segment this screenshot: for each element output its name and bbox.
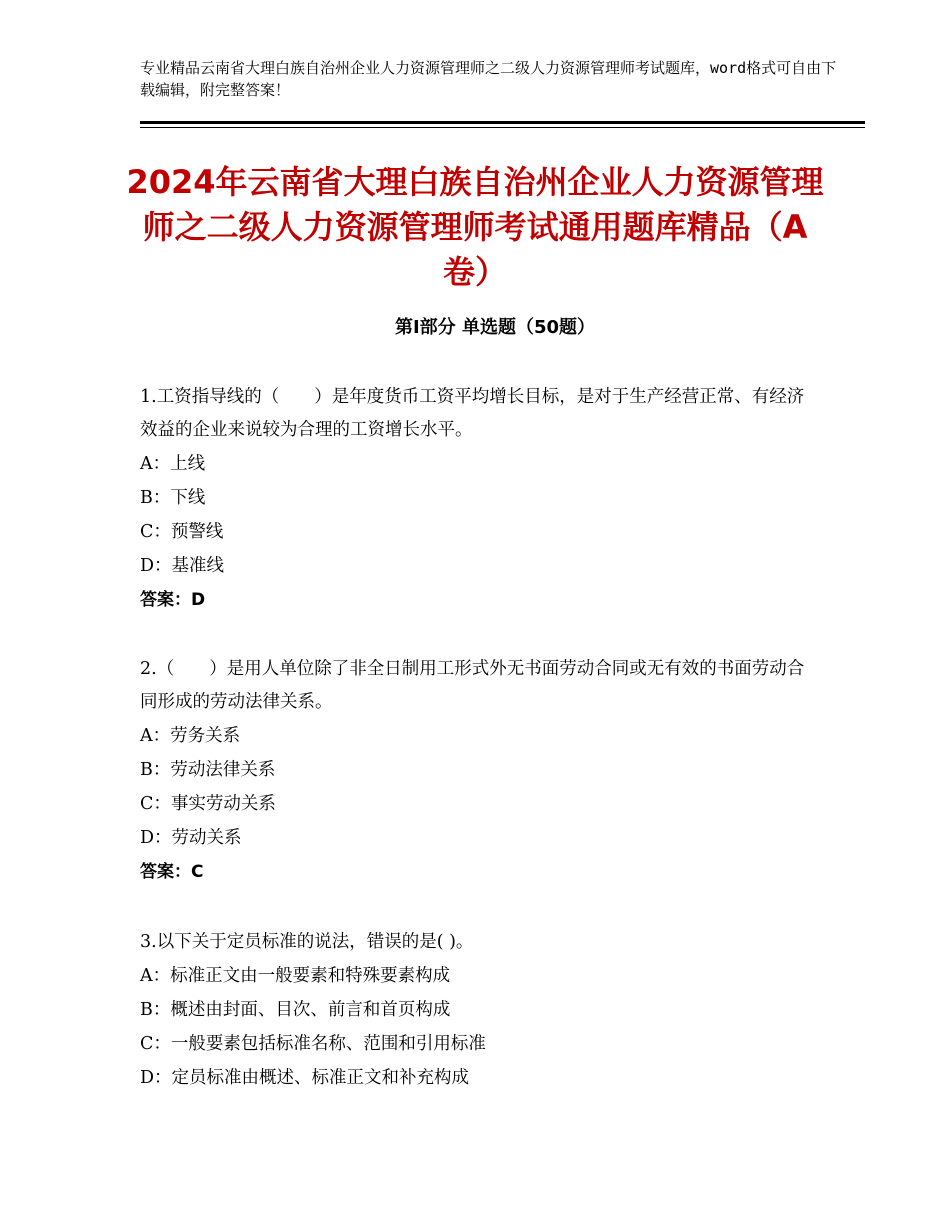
answer-line: [140, 855, 820, 889]
document-title: 2024年云南省大理白族自治州企业人力资源管理师之二级人力资源管理师考试通用题库精品（A卷）: [126, 163, 824, 291]
header-note: 专业精品云南省大理白族自治州企业人力资源管理师之二级人力资源管理师考试题库，word格式可自由下载编辑，附完整答案！: [140, 59, 837, 99]
answer-line: [140, 583, 820, 617]
question-stem: 3.以下关于定员标准的说法，错误的是( )。: [140, 932, 474, 952]
option-d: D：定员标准由概述、标准正文和补充构成: [140, 1068, 470, 1088]
answer-value: D: [191, 590, 206, 610]
question-stem: 2.（ ）是用人单位除了非全日制用工形式外无书面劳动合同或无有效的书面劳动合同形成的劳动法律关系。: [140, 659, 805, 712]
option-d: D：劳动关系: [140, 828, 242, 848]
option-d: D：基准线: [140, 556, 225, 576]
header-rule-thin: [140, 127, 865, 128]
question-2: [140, 653, 820, 889]
question-stem: 1.工资指导线的（ ）是年度货币工资平均增长目标，是对于生产经营正常、有经济效益的企业来说较为合理的工资增长水平。: [140, 387, 805, 440]
answer-value: C: [191, 862, 204, 882]
option-a: A：上线: [140, 454, 206, 474]
question-3: [140, 926, 820, 1095]
header-rule-thick: [140, 121, 865, 124]
option-b: B：劳动法律关系: [140, 760, 276, 780]
section-title: 第Ⅰ部分 单选题（50题）: [394, 317, 595, 338]
option-b: B：概述由封面、目次、前言和首页构成: [140, 1000, 451, 1020]
option-a: A：标准正文由一般要素和特殊要素构成: [140, 966, 451, 986]
option-c: C：预警线: [140, 522, 224, 542]
option-a: A：劳务关系: [140, 726, 241, 746]
answer-label: 答案：: [140, 862, 191, 882]
question-1: [140, 381, 820, 617]
option-b: B：下线: [140, 488, 206, 508]
option-c: C：一般要素包括标准名称、范围和引用标准: [140, 1034, 486, 1054]
option-c: C：事实劳动关系: [140, 794, 276, 814]
answer-label: 答案：: [140, 590, 191, 610]
